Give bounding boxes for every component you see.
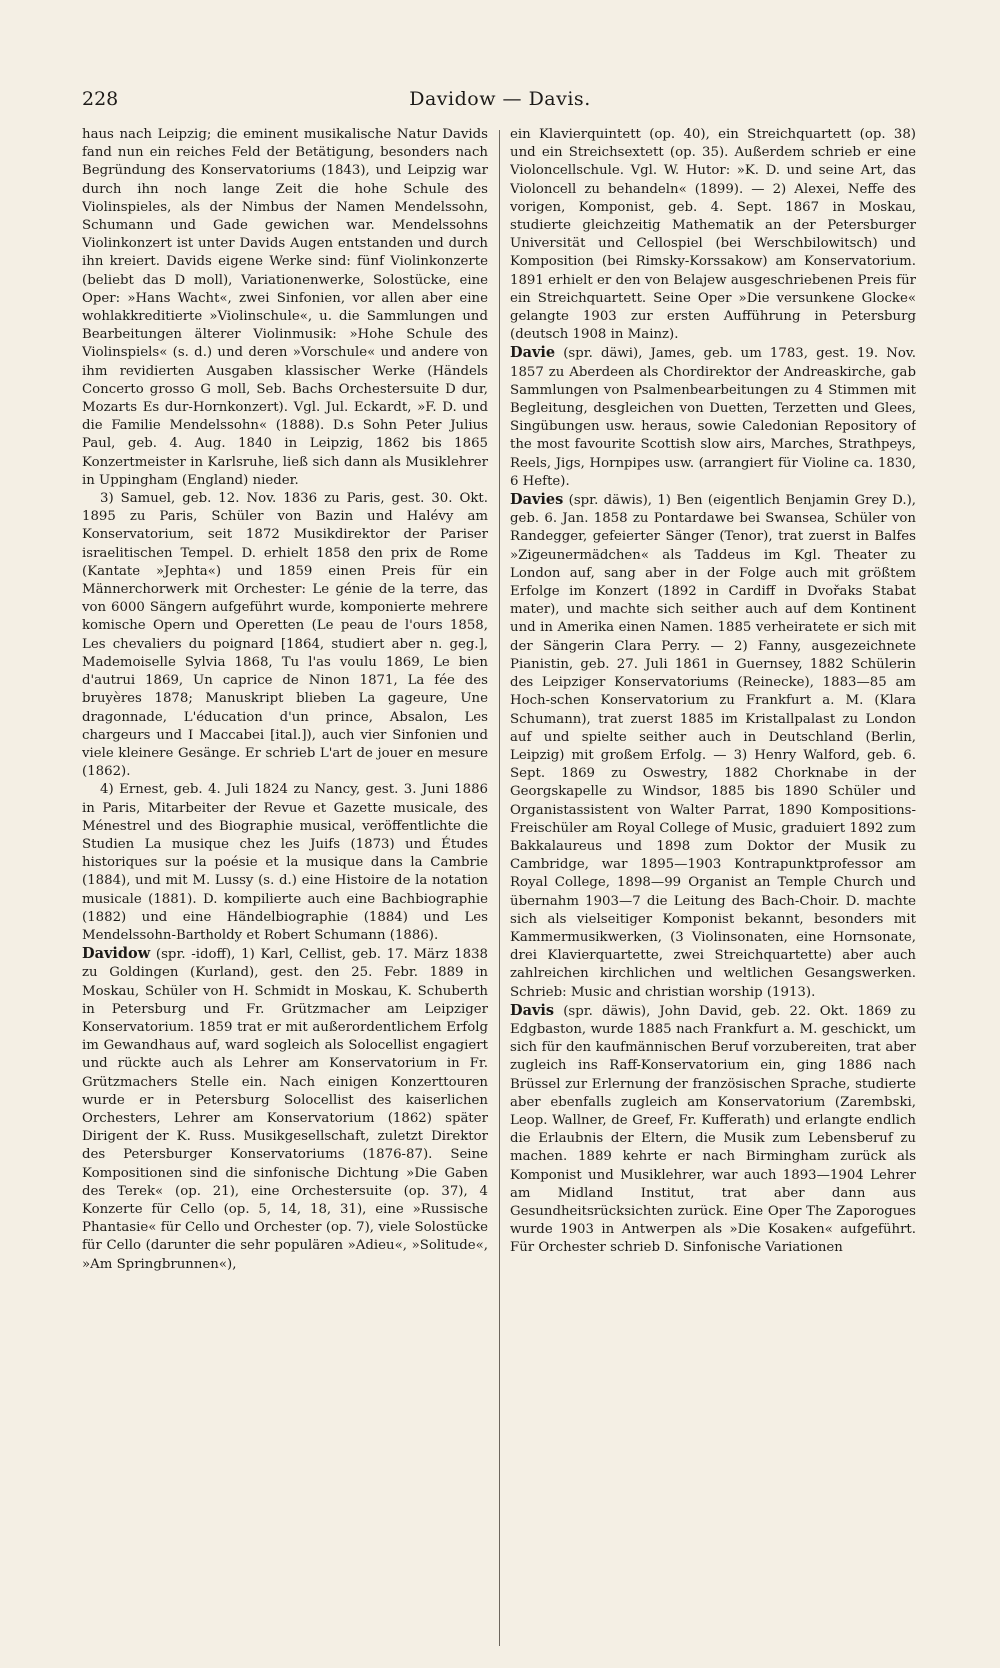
- paragraph-ernest: 4) Ernest, geb. 4. Juli 1824 zu Nancy, gest. 3. Juni 1886 in Paris, Mitarbeiter der Revue et Gazette musicale, des Ménestrel und des Biographie musical, veröffentlichte die Studien La musique chez les Juifs (1873) und Études historiques sur la poésie et la musique dans la Cambrie (1884), und mit M. Lussy (s. d.) eine Histoire de la notation musicale (1881). D. kompilierte auch eine Bachbiographie (1882) und eine Händelbiographie (1884) und Les Mendelssohn-Bartholdy et Robert Schumann (1886).: [82, 782, 488, 943]
- page-header: [82, 88, 918, 118]
- text-columns: [82, 126, 916, 1646]
- entry-davie: Davie (spr. däwi), James, geb. um 1783, gest. 19. Nov. 1857 zu Aberdeen als Chordirektor der Andreaskirche, gab Sammlungen von Psalmenbearbeitungen zu 4 Stimmen mit Begleitung, desgleichen von Duetten, Terzetten und Glees, Singübungen usw. heraus, sowie Caledonian Repository of the most favourite Scottish slow airs, Marches, Strathpeys, Reels, Jigs, Hornpipes usw. (arrangiert für Violine ca. 1830, 6 Hefte).: [510, 344, 916, 489]
- entry-davidow: Davidow (spr. -idoff), 1) Karl, Cellist, geb. 17. März 1838 zu Goldingen (Kurland), gest. den 25. Febr. 1889 in Moskau, Schüler von H. Schmidt in Moskau, K. Schuberth in Petersburg und Fr. Grützmacher am Leipziger Konservatorium. 1859 trat er mit außerordentlichem Erfolg im Gewandhaus auf, ward sogleich als Solocellist engagiert und rückte auch als Lehrer am Konservatorium in Fr. Grützmachers Stelle ein. Nach einigen Konzerttouren wurde er in Petersburg Solocellist des kaiserlichen Orchesters, Lehrer am Konservatorium (1862) später Dirigent der K. Russ. Musikgesellschaft, zuletzt Direktor des Petersburger Konservatoriums (1876-87). Seine Kompositionen sind die sinfonische Dichtung »Die Gaben des Terek« (op. 21), eine Orchestersuite (op. 37), 4 Konzerte für Cello (op. 5, 14, 18, 31), eine »Russische Phantasie« für Cello und Orchester (op. 7), viele Solostücke für Cello (darunter die sehr populären »Adieu«, »Solitude«, »Am Springbrunnen«),: [82, 945, 488, 1272]
- headword-davidow: Davidow: [82, 945, 151, 963]
- right-column: [510, 126, 916, 1646]
- paragraph-davidow-continued: ein Klavierquintett (op. 40), ein Streichquartett (op. 38) und ein Streichsextett (op. 35). Außerdem schrieb er eine Violoncellschule. Vgl. W. Hutor: »K. D. und seine Art, das Violoncell zu behandeln« (1899). — 2) Alexei, Neffe des vorigen, Komponist, geb. 4. Sept. 1867 in Moskau, studierte gleichzeitig Mathematik an der Petersburger Universität und Cellospiel (bei Werschbilowitsch) und Komposition (bei Rimsky-Korssakow) am Konservatorium. 1891 erhielt er den von Belajew ausgeschriebenen Preis für ein Streichquartett. Seine Oper »Die versunkene Glocke« gelangte 1903 zur ersten Aufführung in Petersburg (deutsch 1908 in Mainz).: [510, 127, 916, 343]
- paragraph-samuel: 3) Samuel, geb. 12. Nov. 1836 zu Paris, gest. 30. Okt. 1895 zu Paris, Schüler von Bazin und Halévy am Konservatorium, seit 1872 Musikdirektor der Pariser israelitischen Tempel. D. erhielt 1858 den prix de Rome (Kantate »Jephta«) und 1859 einen Preis für ein Männerchorwerk mit Orchester: Le génie de la terre, das von 6000 Sängern aufgeführt wurde, komponierte mehrere komische Opern und Operetten (Le peau de l'ours 1858, Les chevaliers du poignard [1864, studiert aber n. geg.], Mademoiselle Sylvia 1868, Tu l'as voulu 1869, Le bien d'autrui 1869, Un caprice de Ninon 1871, La fée des bruyères 1878; Manuskript blieben La gageure, Une dragonnade, L'éducation d'un prince, Absalon, Les chargeurs und I Maccabei [ital.]), auch vier Sinfonien und viele kleinere Gesänge. Er schrieb L'art de jouer en mesure (1862).: [82, 491, 488, 780]
- headword-davies: Davies: [510, 491, 564, 509]
- paragraph-david-continued: haus nach Leipzig; die eminent musikalische Natur Davids fand nun ein reiches Feld der Betätigung, besonders nach Begründung des Konservatoriums (1843), und Leipzig war durch ihn noch lange Zeit die hohe Schule des Violinspieles, als der Nimbus der Namen Mendelssohn, Schumann und Gade gewichen war. Mendelssohns Violinkonzert ist unter Davids Augen entstanden und durch ihn kreiert. Davids eigene Werke sind: fünf Violinkonzerte (beliebt das D moll), Variationenwerke, Solostücke, eine Oper: »Hans Wacht«, zwei Sinfonien, vor allen aber eine wohlakkreditierte »Violinschule«, u. die Sammlungen und Bearbeitungen älterer Violinmusik: »Hohe Schule des Violinspiels« (s. d.) und deren »Vorschule« und andere von ihm revidierten Ausgaben klassischer Werke (Händels Concerto grosso G moll, Seb. Bachs Orchestersuite D dur, Mozarts Es dur-Hornkonzert). Vgl. Jul. Eckardt, »F. D. und die Familie Mendelssohn« (1888). D.s Sohn Peter Julius Paul, geb. 4. Aug. 1840 in Leipzig, 1862 bis 1865 Konzertmeister in Karlsruhe, ließ sich dann als Musiklehrer in Uppingham (England) nieder.: [82, 127, 488, 488]
- entry-davies: Davies (spr. däwis), 1) Ben (eigentlich Benjamin Grey D.), geb. 6. Jan. 1858 zu Pontardawe bei Swansea, Schüler von Randegger, gefeierter Sänger (Tenor), trat zuerst in Balfes »Zigeunermädchen« als Taddeus im Kgl. Theater zu London auf, sang aber in der Folge auch mit größtem Erfolge im Konzert (1892 in Cardiff in Dvořaks Stabat mater), und machte sich seither auch auf dem Kontinent und in Amerika einen Namen. 1885 verheiratete er sich mit der Sängerin Clara Perry. — 2) Fanny, ausgezeichnete Pianistin, geb. 27. Juli 1861 in Guernsey, 1882 Schülerin des Leipziger Konservatoriums (Reinecke), 1883—85 am Hoch-schen Konservatorium zu Frankfurt a. M. (Klara Schumann), trat zuerst 1885 im Kristallpalast zu London auf und spielte seither auch in Deutschland (Berlin, Leipzig) mit großem Erfolg. — 3) Henry Walford, geb. 6. Sept. 1869 zu Oswestry, 1882 Chorknabe in der Georgskapelle zu Windsor, 1885 bis 1890 Schüler und Organistassistent von Walter Parrat, 1890 Kompositions-Freischüler am Royal College of Music, graduiert 1892 zum Bakkalaureus und 1898 zum Doktor der Musik zu Cambridge, war 1895—1903 Kontrapunktprofessor am Royal College, 1898—99 Organist an Temple Church und übernahm 1903—7 die Leitung des Bach-Choir. D. machte sich als vielseitiger Komponist bekannt, besonders mit Kammermusikwerken, (3 Violinsonaten, eine Hornsonate, drei Klavierquartette, zwei Streichquartette) aber auch zahlreichen kirchlichen und weltlichen Gesangswerken. Schrieb: Music and christian worship (1913).: [510, 491, 916, 1000]
- page-number: 228: [82, 88, 119, 110]
- left-column: [82, 126, 488, 1646]
- headword-davis: Davis: [510, 1001, 555, 1019]
- headword-davie: Davie: [510, 344, 556, 362]
- entry-davis: Davis (spr. däwis), John David, geb. 22. Okt. 1869 zu Edgbaston, wurde 1885 nach Frankfurt a. M. geschickt, um sich für den kaufmännischen Beruf vorzubereiten, trat aber zugleich ins Raff-Konservatorium ein, ging 1886 nach Brüssel zur Erlernung der französischen Sprache, studierte aber ebenfalls zugleich am Konservatorium (Zarembski, Leop. Wallner, de Greef, Fr. Kufferath) und erlangte endlich die Erlaubnis der Eltern, die Musik zum Lebensberuf zu machen. 1889 kehrte er nach Birmingham zurück als Komponist und Musiklehrer, war auch 1893—1904 Lehrer am Midland Institut, trat aber dann aus Gesundheitsrücksichten zurück. Eine Oper The Zaporogues wurde 1903 in Antwerpen als »Die Kosaken« aufgeführt. Für Orchester schrieb D. Sinfonische Variationen: [510, 1001, 916, 1256]
- running-head: Davidow — Davis.: [409, 88, 591, 110]
- column-divider: [499, 130, 500, 1646]
